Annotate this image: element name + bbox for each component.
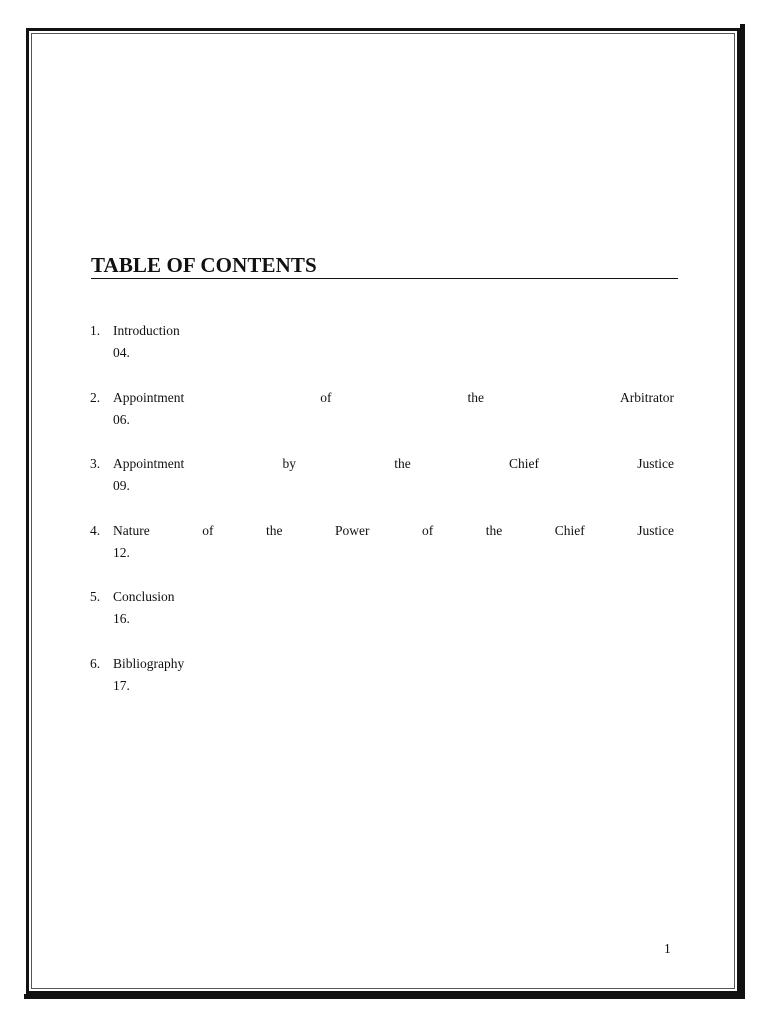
toc-entry (90, 387, 674, 454)
toc-entry-title (113, 520, 674, 541)
toc-heading: TABLE OF CONTENTS (91, 252, 678, 279)
toc-entry (90, 320, 674, 387)
toc-entry-title (113, 653, 674, 674)
toc-entry-title (113, 586, 674, 607)
toc-entry (90, 453, 674, 520)
toc-entry-title-word: Introduction (113, 323, 180, 338)
toc-entry-title-word: Justice (637, 456, 674, 471)
toc-entry (90, 586, 674, 653)
toc-entry-title (113, 320, 674, 341)
toc-entry-page: 06. (113, 411, 130, 427)
toc-entry-title-word: the (485, 522, 503, 538)
toc-entry-title-word: Conclusion (113, 589, 175, 604)
toc-entry-page: 09. (113, 478, 130, 493)
toc-entry-title-word: Chief (509, 456, 539, 471)
page-border-shadow-bottom (24, 994, 745, 999)
toc-entry-number: 6. (90, 655, 101, 671)
toc-entry-title-word: Chief (554, 522, 585, 538)
toc-entry-number: 5. (90, 589, 101, 604)
toc-entry-title-word: Justice (637, 522, 674, 538)
toc-entry-number: 2. (90, 389, 101, 405)
toc-entry-title-word: Bibliography (113, 655, 185, 671)
toc-entry-title (113, 387, 674, 408)
toc-entry-title-word: Power (334, 522, 370, 538)
toc-entry-page: 16. (113, 611, 130, 626)
toc-entry-page: 12. (113, 544, 130, 560)
toc-entry-number: 3. (90, 456, 101, 471)
toc-entry-title-word: of (320, 389, 332, 405)
toc-entry-title-word: the (394, 456, 411, 471)
toc-entry-title-word: Appointment (113, 389, 185, 405)
page-number: 1 (664, 941, 671, 956)
toc-entry-number: 1. (90, 323, 101, 338)
toc-entry (90, 520, 674, 587)
toc-entry (90, 653, 674, 720)
toc-entry-page: 04. (113, 345, 130, 360)
toc-entry-title-word: of (421, 522, 434, 538)
toc-list (90, 320, 674, 719)
toc-entry-title-word: the (467, 389, 484, 405)
page-border-shadow-right (740, 24, 745, 998)
toc-entry-title-word: Appointment (113, 456, 185, 471)
toc-entry-number: 4. (90, 522, 101, 538)
toc-entry-title (113, 453, 674, 474)
toc-entry-title-word: the (265, 522, 283, 538)
toc-entry-title-word: of (202, 522, 214, 538)
toc-entry-title-word: Nature (113, 522, 150, 538)
toc-entry-title-word: Arbitrator (620, 389, 674, 405)
toc-entry-title-word: by (282, 456, 296, 471)
toc-entry-page: 17. (113, 677, 130, 693)
